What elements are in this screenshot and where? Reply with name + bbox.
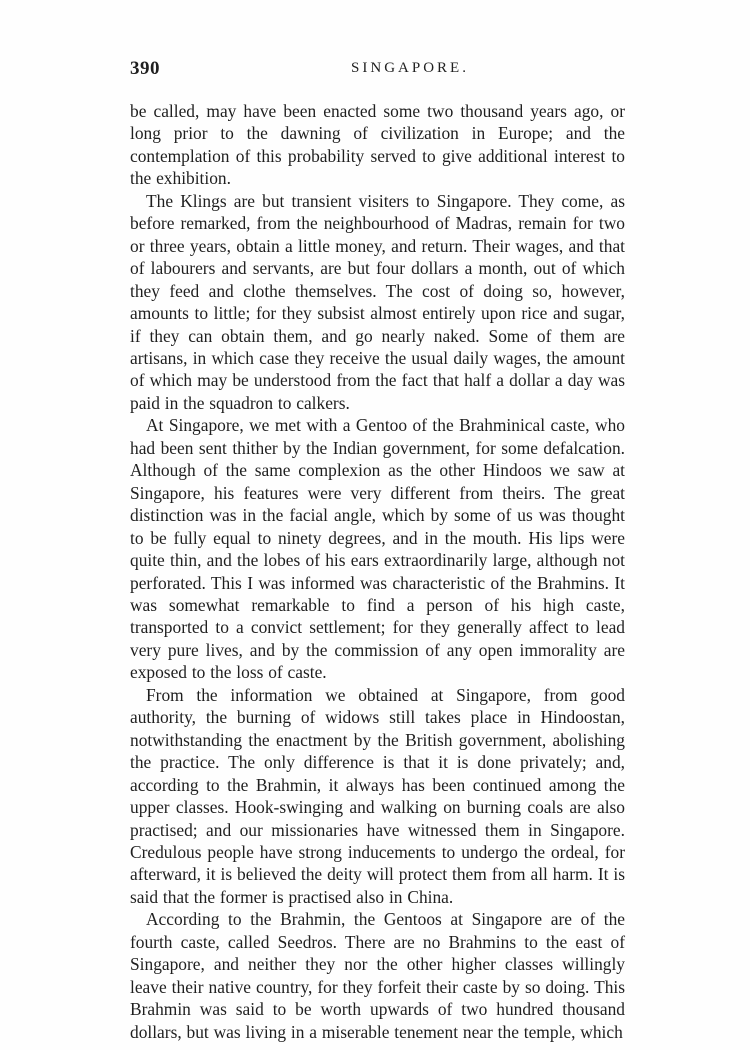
running-head: SINGAPORE. bbox=[351, 60, 469, 76]
paragraph-brahmin-gentoo: At Singapore, we met with a Gentoo of the Brahminical caste, who had been sent thither by the Indian government, for some defalcation. Although of the same complexion as the other Hindoos we saw at Singapore, his features were very different from theirs. The great distinction was in the facial angle, which by some of us was thought to be fully equal to ninety degrees, and in the mouth. His lips were quite thin, and the lobes of his ears extraordinarily large, although not perforated. This I was informed was characteristic of the Brahmins. It was somewhat remarkable to find a person of his high caste, transported to a convict settlement; for they generally affect to lead very pure lives, and by the commission of any open immorality are exposed to the loss of caste. bbox=[130, 415, 625, 683]
paragraph-klings: The Klings are but transient visiters to Singapore. They come, as before remarked, from the neighbourhood of Madras, remain for two or three years, obtain a little money, and return. Their wages, and that of labourers and servants, are but four dollars a month, out of which they feed and clothe themselves. The cost of doing so, however, amounts to little; for they subsist almost entirely upon rice and sugar, if they can obtain them, and go nearly naked. Some of them are artisans, in which case they receive the usual daily wages, the amount of which may be understood from the fact that half a dollar a day was paid in the squadron to calkers. bbox=[130, 190, 625, 413]
paragraph-continued: be called, may have been enacted some two thousand years ago, or long prior to the dawning of civilization in Europe; and the contemplation of this probability served to give additional interest to the exhibition. bbox=[130, 101, 625, 189]
paragraph-widows: From the information we obtained at Singapore, from good authority, the burning of widows still takes place in Hindoostan, notwithstanding the enactment by the British government, abolishing the practice. The only difference is that it is done privately; and, according to the Brahmin, it always has been continued among the upper classes. Hook-swinging and walking on burning coals are also practised; and our missionaries have witnessed them in Singapore. Credulous people have strong inducements to undergo the ordeal, for afterward, it is believed the deity will protect them from all harm. It is said that the former is practised also in China. bbox=[130, 684, 625, 907]
paragraph-castes: According to the Brahmin, the Gentoos at Singapore are of the fourth caste, called Seedros. There are no Brahmins to the east of Singapore, and neither they nor the other higher classes willingly leave their native country, for they forfeit their caste by so doing. This Brahmin was said to be worth upwards of two hundred thousand dollars, but was living in a miserable tenement near the temple, which bbox=[130, 909, 625, 1042]
page-header bbox=[130, 58, 650, 84]
body-text bbox=[130, 100, 625, 1043]
page-number: 390 bbox=[130, 58, 160, 79]
